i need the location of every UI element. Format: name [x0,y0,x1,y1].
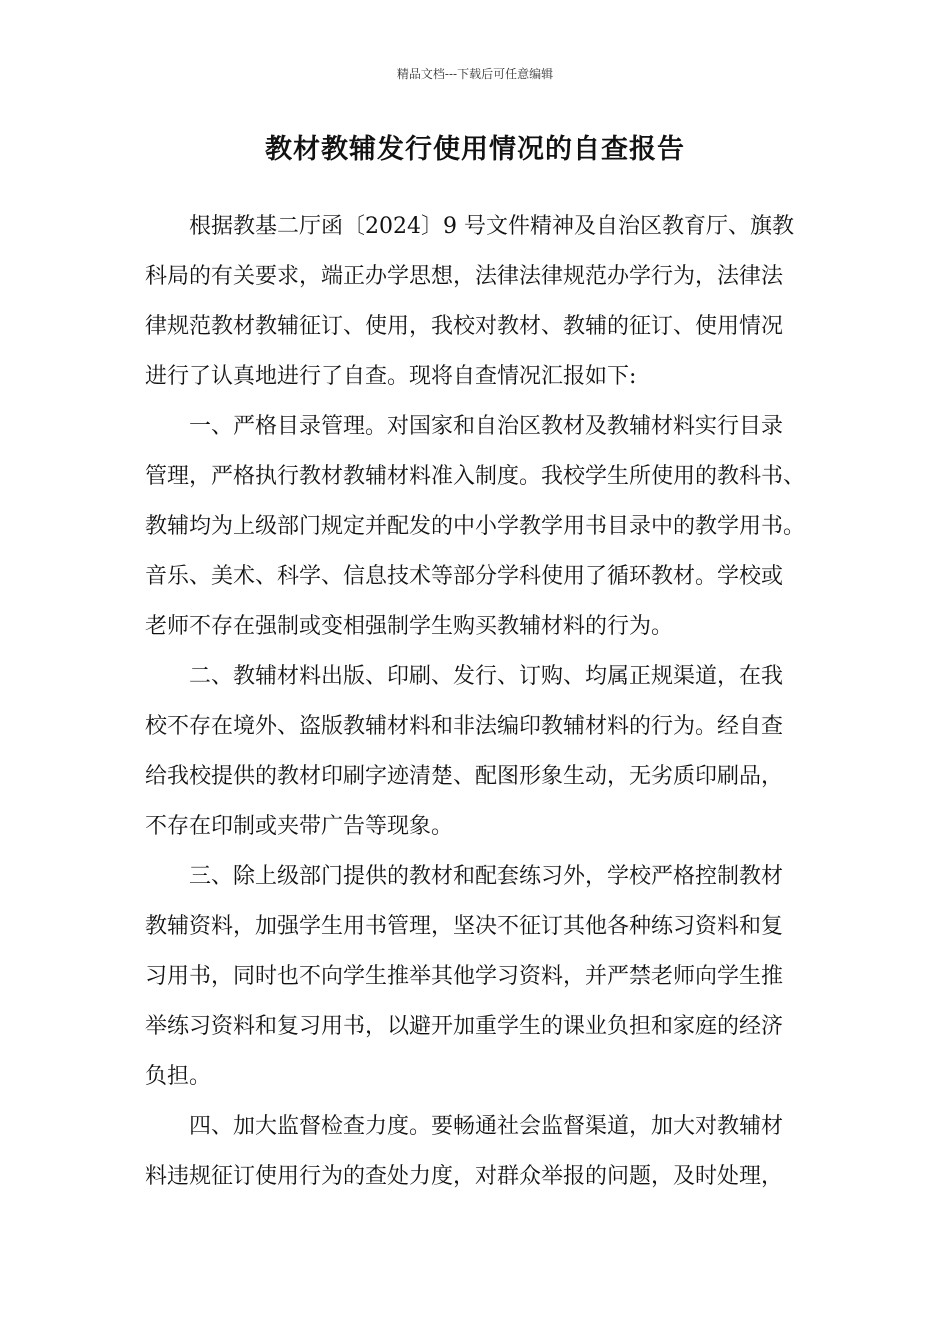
paragraph-line: 教辅均为上级部门规定并配发的中小学教学用书目录中的教学用书。 [145,514,806,539]
paragraph-line: 给我校提供的教材印刷字迹清楚、配图形象生动，无劣质印刷品， [145,764,784,789]
paragraph-line: 进行了认真地进行了自查。现将自查情况汇报如下: [145,364,637,389]
page-header-watermark: 精品文档---下载后可任意编辑 [396,67,554,81]
paragraph-line: 四、加大监督检查力度。要畅通社会监督渠道，加大对教辅材 [189,1114,784,1139]
paragraph-line: 音乐、美术、科学、信息技术等部分学科使用了循环教材。学校或 [145,564,784,589]
paragraph-line: 不存在印制或夹带广告等现象。 [145,814,454,839]
paragraph-line: 料违规征订使用行为的查处力度，对群众举报的问题，及时处理， [145,1164,784,1189]
paragraph-line: 负担。 [145,1064,212,1089]
paragraph-line: 习用书，同时也不向学生推举其他学习资料，并严禁老师向学生推 [145,964,784,989]
paragraph-line: 校不存在境外、盗版教辅材料和非法编印教辅材料的行为。经自查 [145,714,784,739]
document-title: 教材教辅发行使用情况的自查报告 [265,134,685,165]
paragraph-line: 律规范教材教辅征订、使用，我校对教材、教辅的征订、使用情况 [145,314,784,339]
document-body [145,202,825,1202]
paragraph-line: 一、严格目录管理。对国家和自治区教材及教辅材料实行目录 [189,414,784,439]
paragraph-line: 三、除上级部门提供的教材和配套练习外，学校严格控制教材 [189,864,784,889]
paragraph-line: 教辅资料，加强学生用书管理，坚决不征订其他各种练习资料和复 [145,914,784,939]
paragraph-line: 二、教辅材料出版、印刷、发行、订购、均属正规渠道，在我 [189,664,784,689]
paragraph-line: 根据教基二厅函〔2024〕9 号文件精神及自治区教育厅、旗教 [189,214,794,239]
paragraph-line: 管理，严格执行教材教辅材料准入制度。我校学生所使用的教科书、 [145,464,806,489]
paragraph-line: 举练习资料和复习用书，以避开加重学生的课业负担和家庭的经济 [145,1014,784,1039]
paragraph-line: 老师不存在强制或变相强制学生购买教辅材料的行为。 [145,614,674,639]
paragraph-line: 科局的有关要求，端正办学思想，法律法律规范办学行为，法律法 [145,264,784,289]
